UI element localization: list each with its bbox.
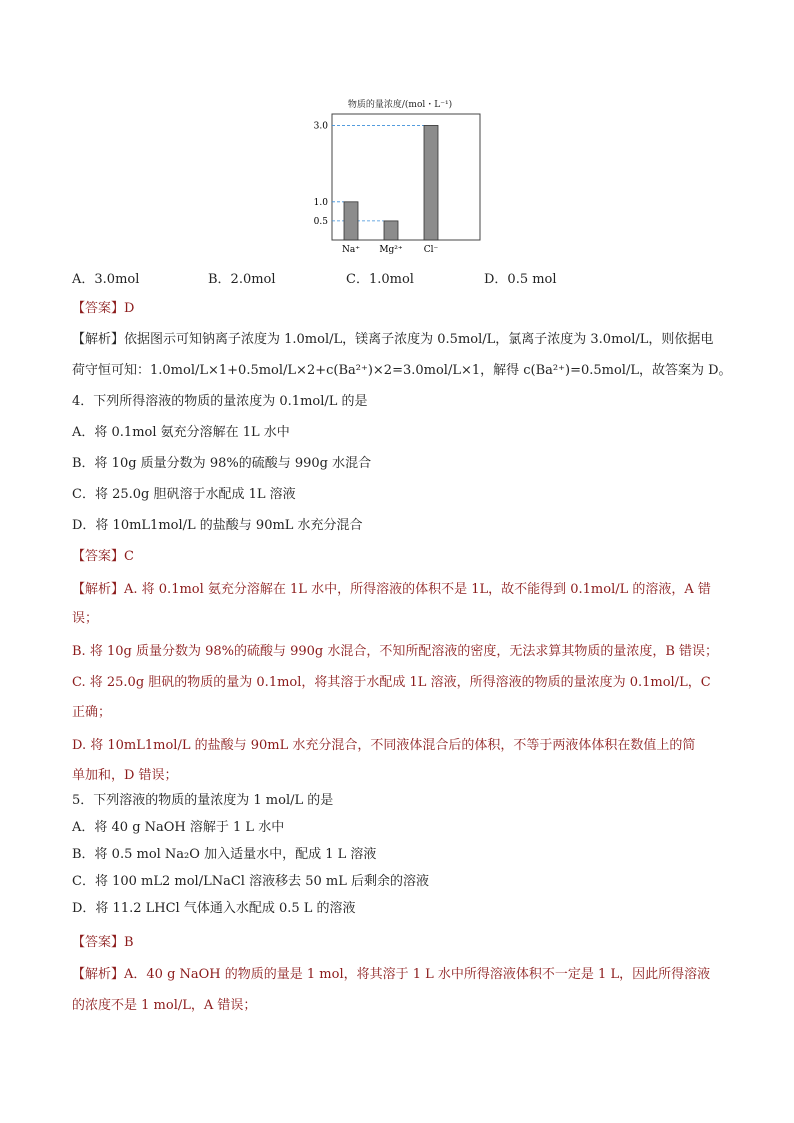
q4-option: D．将 10mL1mol/L 的盐酸与 90mL 水充分混合 [72, 518, 363, 533]
q5-option: B．将 0.5 mol Na₂O 加入适量水中，配成 1 L 溶液 [72, 847, 377, 862]
q4-option: C．将 25.0g 胆矾溶于水配成 1L 溶液 [72, 487, 296, 502]
q4-analysis-line: 【解析】A. 将 0.1mol 氨充分溶解在 1L 水中，所得溶液的体积不是 1L，故不能得到 0.1mol/L 的溶液，A 错 [72, 582, 711, 597]
chart-title: 物质的量浓度/(mol・L⁻¹) [347, 100, 453, 110]
bar [344, 202, 358, 240]
y-tick-label: 0.5 [313, 216, 328, 227]
option-c: C．1.0mol [346, 272, 414, 287]
q4-analysis-line: 正确； [72, 705, 112, 720]
q5-analysis-line: 的浓度不是 1 mol/L，A 错误； [72, 998, 257, 1013]
q3-analysis-line: 荷守恒可知：1.0mol/L×1+0.5mol/L×2+c(Ba²⁺)×2=3.0mol/L×1，解得 c(Ba²⁺)=0.5mol/L，故答案为 D。 [72, 363, 732, 378]
q4-analysis-line: D. 将 10mL1mol/L 的盐酸与 90mL 水充分混合，不同液体混合后的体积，不等于两液体体积在数值上的简 [72, 738, 696, 753]
q5-stem: 5．下列溶液的物质的量浓度为 1 mol/L 的是 [72, 793, 334, 808]
q4-analysis-line: C. 将 25.0g 胆矾的物质的量为 0.1mol，将其溶于水配成 1L 溶液，所得溶液的物质的量浓度为 0.1mol/L，C [72, 675, 711, 690]
q4-analysis-line: 误； [72, 611, 99, 626]
bar [424, 125, 438, 240]
q4-answer: 【答案】C [72, 549, 134, 564]
y-tick-label: 1.0 [313, 197, 328, 208]
option-b: B．2.0mol [208, 272, 276, 287]
q4-option: A．将 0.1mol 氨充分溶解在 1L 水中 [72, 425, 290, 440]
q5-analysis-line: 【解析】A．40 g NaOH 的物质的量是 1 mol，将其溶于 1 L 水中所得溶液体积不一定是 1 L，因此所得溶液 [72, 967, 711, 982]
q4-option: B．将 10g 质量分数为 98%的硫酸与 990g 水混合 [72, 456, 372, 471]
q4-analysis-line: B. 将 10g 质量分数为 98%的硫酸与 990g 水混合，不知所配溶液的密度，无法求算其物质的量浓度，B 错误； [72, 644, 719, 659]
concentration-bar-chart [300, 94, 500, 264]
q5-option: A．将 40 g NaOH 溶解于 1 L 水中 [72, 820, 285, 835]
option-d: D．0.5 mol [484, 272, 557, 287]
q5-option: D．将 11.2 LHCl 气体通入水配成 0.5 L 的溶液 [72, 901, 356, 916]
q3-analysis-line: 【解析】依据图示可知钠离子浓度为 1.0mol/L，镁离子浓度为 0.5mol/L，氯离子浓度为 3.0mol/L，则依据电 [72, 332, 714, 347]
x-tick-label: Mg²⁺ [379, 245, 403, 255]
x-tick-label: Cl⁻ [423, 245, 439, 255]
option-a: A．3.0mol [72, 272, 140, 287]
x-tick-label: Na⁺ [342, 245, 360, 255]
y-tick-label: 3.0 [313, 121, 328, 132]
q3-answer: 【答案】D [72, 301, 135, 316]
q5-answer: 【答案】B [72, 935, 134, 950]
bar [384, 221, 398, 240]
q4-stem: 4．下列所得溶液的物质的量浓度为 0.1mol/L 的是 [72, 394, 368, 409]
q4-analysis-line: 单加和，D 错误； [72, 768, 178, 783]
q5-option: C．将 100 mL2 mol/LNaCl 溶液移去 50 mL 后剩余的溶液 [72, 874, 429, 889]
